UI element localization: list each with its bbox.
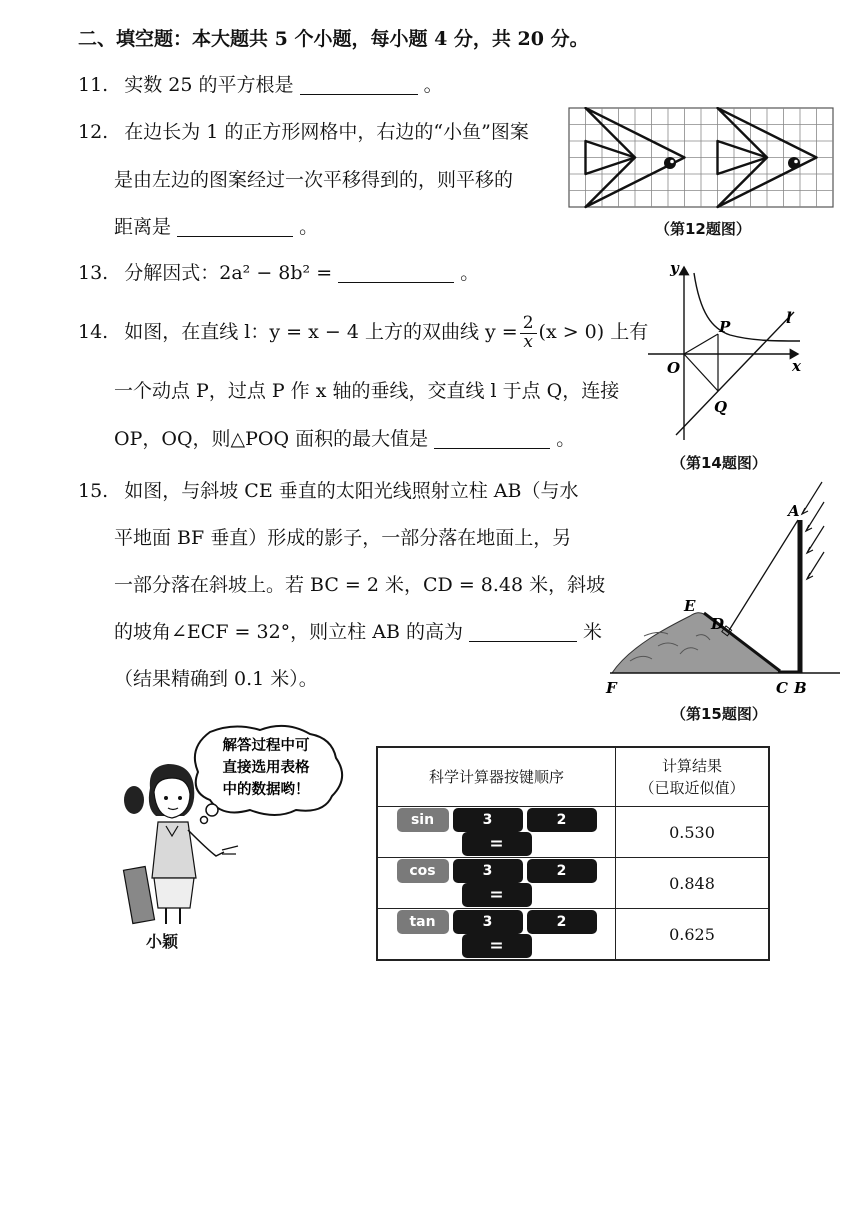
equals-key: = (462, 934, 532, 958)
result-cell: 0.625 (616, 909, 770, 961)
fish-grid-figure (568, 107, 836, 209)
equals-key: = (462, 883, 532, 907)
label-c: C (776, 679, 788, 697)
question-15-line3: 一部分落在斜坡上。若 BC = 2 米，CD = 8.48 米，斜坡 (114, 574, 606, 596)
label-p: P (719, 318, 731, 336)
fish-eye-icon (788, 157, 800, 169)
label-d: D (711, 615, 725, 633)
label-e: E (684, 597, 696, 615)
calculator-table (376, 746, 770, 961)
bubble-line-1: 解答过程中可 (222, 737, 310, 754)
digit-key: 3 (453, 808, 523, 832)
section-heading: 二、填空题：本大题共 5 个小题，每小题 4 分，共 20 分。 (78, 28, 589, 50)
digit-key: 2 (527, 859, 597, 883)
label-y: y (670, 259, 679, 277)
slope-hill (612, 613, 780, 673)
q12-answer-blank[interactable] (177, 235, 293, 237)
fish-eye-icon (664, 157, 676, 169)
q11-answer-blank[interactable] (300, 93, 418, 95)
hyperbola-curve (694, 273, 800, 341)
question-15-line2: 平地面 BF 垂直）形成的影子，一部分落在地面上，另 (114, 527, 572, 549)
label-f: F (606, 679, 617, 697)
question-14-line3: OP，OQ，则△POQ 面积的最大值是 。 (114, 428, 576, 450)
bubble-line-2: 直接选用表格 (222, 759, 310, 776)
digit-key: 2 (527, 910, 597, 934)
hyperbola-fraction: $\frac{2}{x}$ (520, 315, 537, 352)
key-sequence (377, 909, 616, 961)
result-cell: 0.530 (616, 807, 770, 858)
cos-key: cos (397, 859, 449, 883)
segment-oq (684, 354, 718, 391)
tan-key: tan (397, 910, 449, 934)
q15-answer-blank[interactable] (469, 640, 577, 642)
question-15-line1: 15. 如图，与斜坡 CE 垂直的太阳光线照射立柱 AB（与水 (78, 480, 579, 502)
q11-number: 11. (78, 74, 109, 96)
table-row (377, 807, 769, 858)
label-x: x (792, 357, 801, 375)
label-l: l (786, 309, 792, 327)
character-name: 小颖 (146, 932, 179, 951)
label-a: A (788, 502, 800, 520)
table-header-row (377, 747, 769, 807)
key-sequence (377, 858, 616, 909)
digit-key: 3 (453, 910, 523, 934)
question-12-line1: 12. 在边长为 1 的正方形网格中，右边的“小鱼”图案 (78, 121, 529, 143)
q13-number: 13. (78, 262, 109, 284)
hyperbola-figure (640, 255, 815, 447)
slope-pillar-figure (600, 476, 850, 698)
header-result: 计算结果 （已取近似值） (616, 747, 770, 807)
q11-text: 实数 25 的平方根是 (124, 74, 294, 96)
question-14-line2: 一个动点 P，过点 P 作 x 轴的垂线，交直线 l 于点 Q，连接 (114, 380, 620, 402)
table-row (377, 909, 769, 961)
equals-key: = (462, 832, 532, 856)
bubble-line-3: 中的数据哟！ (222, 781, 310, 798)
q14-answer-blank[interactable] (434, 447, 550, 449)
digit-key: 2 (527, 808, 597, 832)
q12-number: 12. (78, 121, 109, 143)
q13-answer-blank[interactable] (338, 281, 454, 283)
girl-illustration (110, 718, 360, 940)
digit-key: 3 (453, 859, 523, 883)
table-row (377, 858, 769, 909)
result-cell: 0.848 (616, 858, 770, 909)
q15-figure-caption: （第15题图） (671, 705, 767, 723)
q14-figure-caption: （第14题图） (671, 454, 767, 472)
q14-number: 14. (78, 321, 109, 343)
sun-ray (728, 520, 798, 632)
question-13: 13. 分解因式：2a² − 8b² = 。 (78, 262, 480, 284)
label-o: O (667, 359, 681, 377)
question-15-line5: （结果精确到 0.1 米）。 (114, 668, 318, 690)
label-q: Q (714, 398, 728, 416)
question-12-line2: 是由左边的图案经过一次平移得到的，则平移的 (114, 169, 514, 191)
q15-number: 15. (78, 480, 109, 502)
sin-key: sin (397, 808, 449, 832)
line-l (676, 312, 794, 435)
question-11: 11. 实数 25 的平方根是 。 (78, 74, 443, 96)
header-key-sequence: 科学计算器按键顺序 (377, 747, 616, 807)
segment-op (684, 334, 718, 354)
label-b: B (794, 679, 807, 697)
q12-figure-caption: （第12题图） (655, 220, 751, 238)
key-sequence (377, 807, 616, 858)
question-14-line1: 14. 如图，在直线 l：y = x − 4 上方的双曲线 y = $\frac{2}{x}$ (x > 0) 上有 (78, 312, 649, 352)
question-15-line4: 的坡角∠ECF = 32°，则立柱 AB 的高为 米 (114, 621, 603, 643)
question-12-line3: 距离是 。 (114, 216, 319, 238)
